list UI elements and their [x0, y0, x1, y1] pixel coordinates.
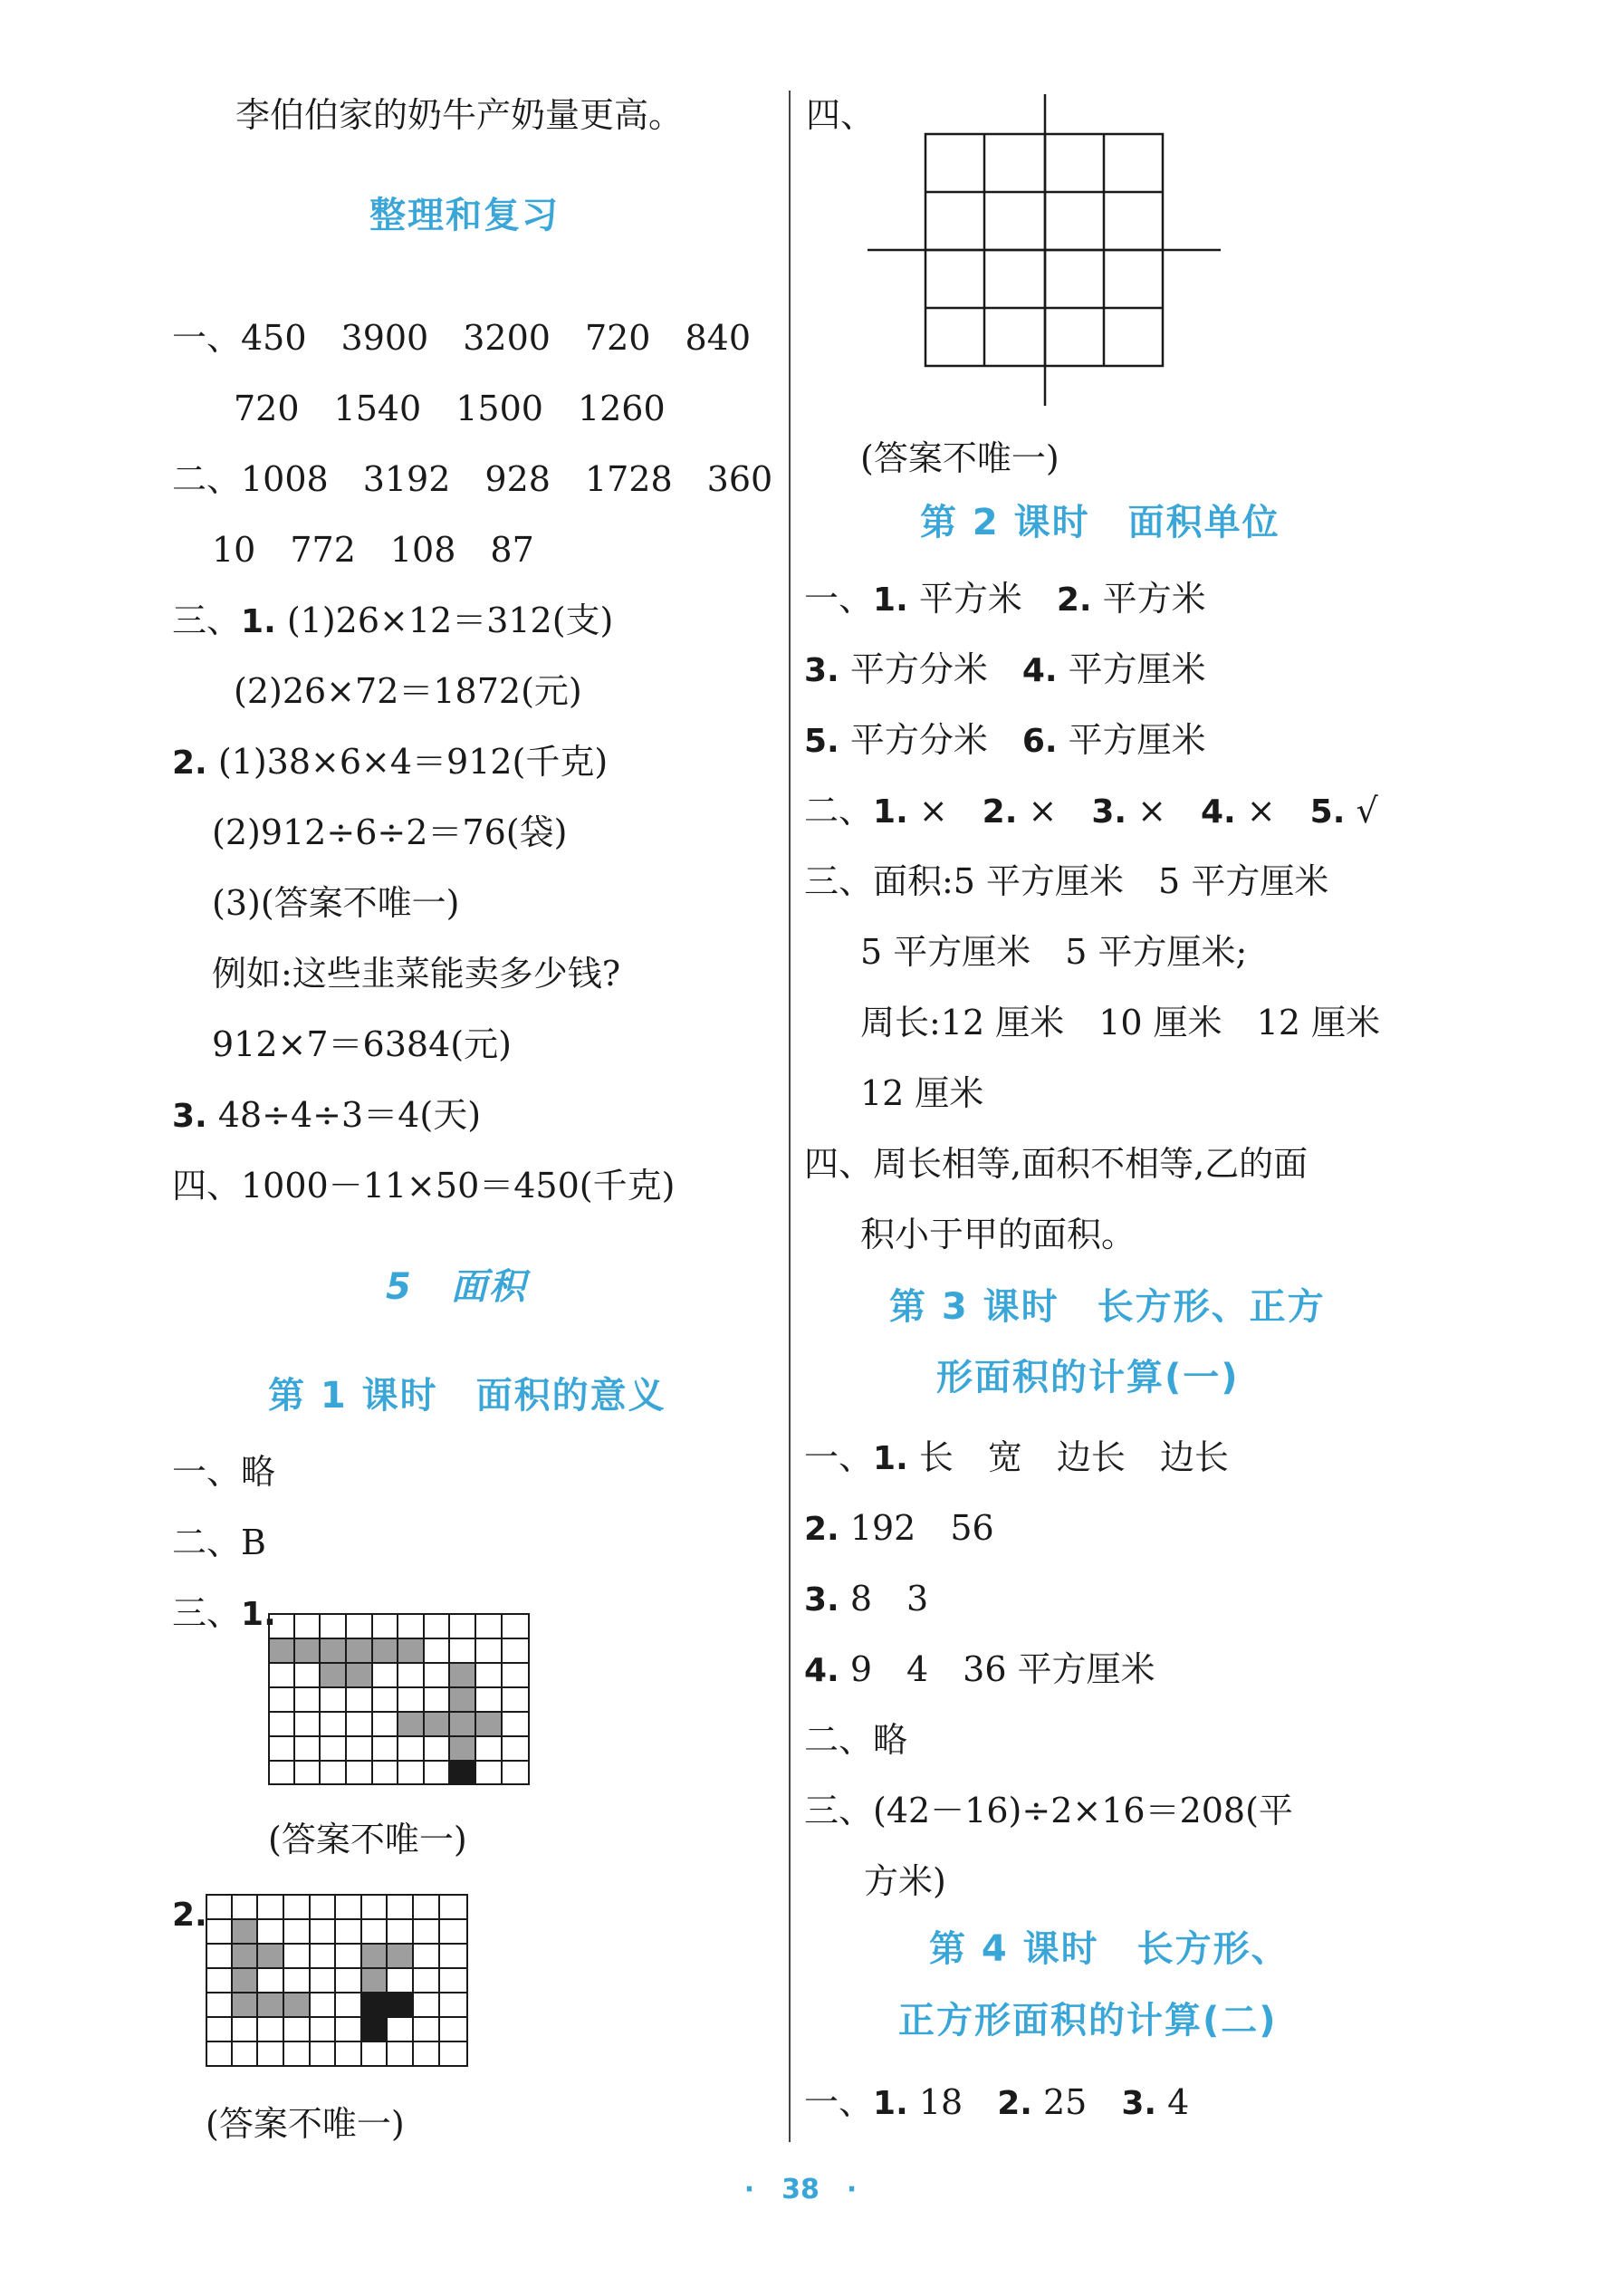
grid-figure-2 [206, 1894, 472, 2070]
text-line: 720 1540 1500 1260 [234, 389, 666, 428]
text-line: 2. (1)38×6×4＝912(千克) [172, 742, 609, 782]
text-line: (3)(答案不唯一) [212, 883, 460, 923]
text-line: 三、面积:5 平方厘米 5 平方厘米 [804, 861, 1329, 901]
text-line: (答案不唯一) [860, 438, 1059, 478]
text-line: 例如:这些韭菜能卖多少钱? [212, 954, 621, 994]
unit-heading: 5 面积 [386, 1266, 527, 1308]
page-number: · 38 · [743, 2174, 858, 2205]
grid-figure-1 [268, 1613, 532, 1789]
text-line: 5 平方厘米 5 平方厘米; [860, 932, 1248, 972]
text-line: 李伯伯家的奶牛产奶量更高。 [235, 95, 684, 135]
text-line: 一、1. 平方米 2. 平方米 [804, 579, 1206, 619]
text-line: 12 厘米 [860, 1073, 984, 1113]
text-line: 四、周长相等,面积不相等,乙的面 [804, 1144, 1309, 1184]
text-line: 10 772 108 87 [212, 530, 534, 570]
text-line: 二、1. × 2. × 3. × 4. × 5. √ [804, 791, 1378, 831]
text-line: 2. 192 56 [804, 1508, 994, 1548]
lesson-heading: 第 1 课时 面积的意义 [268, 1375, 666, 1417]
text-line: 二、B [172, 1523, 266, 1562]
grid-figure-4 [868, 91, 1224, 409]
lesson-heading: 正方形面积的计算(二) [898, 2000, 1278, 2041]
text-line: 积小于甲的面积。 [860, 1215, 1136, 1254]
section-heading-review: 整理和复习 [369, 195, 560, 236]
text-line: 3. 平方分米 4. 平方厘米 [804, 649, 1206, 689]
text-line: (答案不唯一) [206, 2104, 405, 2144]
text-line: 912×7＝6384(元) [212, 1024, 512, 1064]
text-line: (2)26×72＝1872(元) [234, 671, 582, 711]
text-line: 二、1008 3192 928 1728 360 [172, 459, 773, 499]
text-line: 5. 平方分米 6. 平方厘米 [804, 720, 1206, 760]
lesson-heading: 第 2 课时 面积单位 [920, 502, 1280, 543]
text-line: 三、1. [172, 1593, 276, 1633]
text-line: 一、450 3900 3200 720 840 [172, 318, 752, 358]
lesson-heading: 第 3 课时 长方形、正方 [889, 1286, 1326, 1328]
text-line: 方米) [864, 1861, 946, 1901]
text-line: 三、1. (1)26×12＝312(支) [172, 600, 614, 640]
text-line: 3. 48÷4÷3＝4(天) [172, 1095, 482, 1135]
text-line: 二、略 [804, 1720, 908, 1760]
text-line: (答案不唯一) [268, 1820, 467, 1859]
text-line: 四、 [806, 95, 876, 135]
text-line: 3. 8 3 [804, 1579, 929, 1619]
text-line: 三、(42－16)÷2×16＝208(平 [804, 1791, 1293, 1830]
lesson-heading: 第 4 课时 长方形、 [929, 1928, 1289, 1970]
text-line: 4. 9 4 36 平方厘米 [804, 1649, 1155, 1689]
text-line: 周长:12 厘米 10 厘米 12 厘米 [860, 1003, 1381, 1042]
text-line: (2)912÷6÷2＝76(袋) [212, 812, 568, 852]
text-line: 一、1. 长 宽 边长 边长 [804, 1437, 1229, 1477]
text-line: 2. [172, 1897, 207, 1934]
text-line: 四、1000－11×50＝450(千克) [172, 1166, 676, 1206]
column-divider [789, 91, 791, 2142]
lesson-heading: 形面积的计算(一) [936, 1357, 1240, 1398]
text-line: 一、略 [172, 1452, 276, 1492]
text-line: 一、1. 18 2. 25 3. 4 [804, 2082, 1190, 2122]
